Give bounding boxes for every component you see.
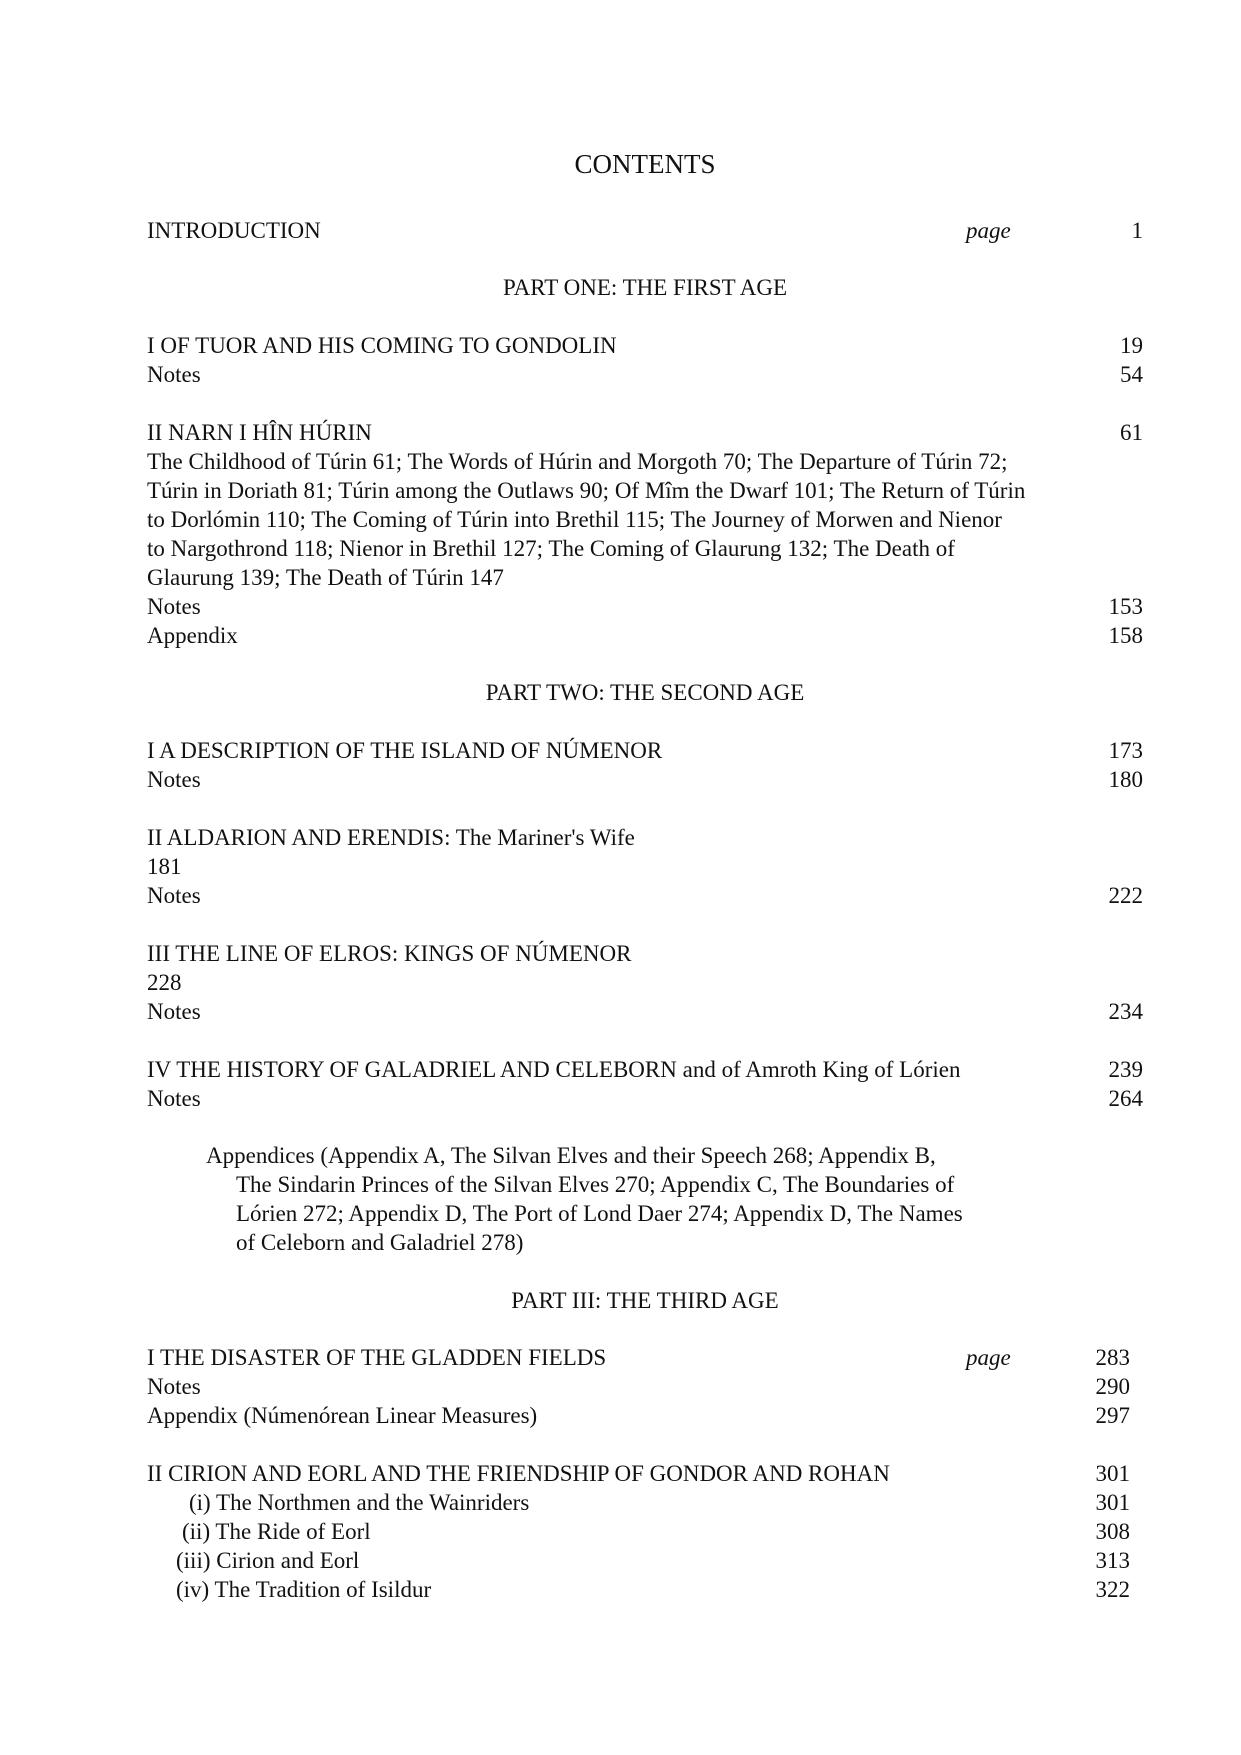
appendices-line: of Celeborn and Galadriel 278) bbox=[236, 1230, 524, 1255]
gladden-entry: I THE DISASTER OF THE GLADDEN FIELDS bbox=[147, 1345, 607, 1370]
aldarion-notes-page: 222 bbox=[1108, 883, 1143, 908]
narn-subsection-line: Túrin in Doriath 81; Túrin among the Outlaws 90; Of Mîm the Dwarf 101; The Return of Túrin bbox=[147, 478, 1026, 503]
cirion-subsection-page: 322 bbox=[1095, 1577, 1130, 1602]
appendices-line: Lórien 272; Appendix D, The Port of Lond Daer 274; Appendix D, The Names bbox=[236, 1201, 963, 1226]
appendices-line: Appendices (Appendix A, The Silvan Elves and their Speech 268; Appendix B, bbox=[206, 1143, 936, 1168]
narn-subsection-line: to Nargothrond 118; Nienor in Brethil 127; The Coming of Glaurung 132; The Death of bbox=[147, 536, 955, 561]
cirion-entry: II CIRION AND EORL AND THE FRIENDSHIP OF GONDOR AND ROHAN bbox=[147, 1461, 890, 1486]
gladden-page: 283 bbox=[1095, 1345, 1130, 1370]
elros-page: 228 bbox=[147, 970, 182, 995]
numenor-notes-page: 180 bbox=[1108, 767, 1143, 792]
numenor-page: 173 bbox=[1108, 738, 1143, 763]
tuor-notes-page: 54 bbox=[1120, 362, 1143, 387]
narn-subsection-line: Glaurung 139; The Death of Túrin 147 bbox=[147, 565, 504, 590]
page-title: CONTENTS bbox=[574, 149, 716, 179]
tuor-page: 19 bbox=[1120, 333, 1143, 358]
narn-appendix-page: 158 bbox=[1108, 623, 1143, 648]
narn-page: 61 bbox=[1120, 420, 1143, 445]
galadriel-notes-page: 264 bbox=[1108, 1086, 1143, 1111]
galadriel-page: 239 bbox=[1108, 1057, 1143, 1082]
elros-notes: Notes bbox=[147, 999, 201, 1024]
introduction-page: 1 bbox=[1131, 218, 1143, 243]
aldarion-page: 181 bbox=[147, 854, 182, 879]
cirion-page: 301 bbox=[1095, 1461, 1130, 1486]
gladden-notes-page: 290 bbox=[1095, 1374, 1130, 1399]
aldarion-entry: II ALDARION AND ERENDIS: The Mariner's Wife bbox=[147, 825, 635, 850]
page-label: page bbox=[966, 218, 1011, 243]
narn-appendix: Appendix bbox=[147, 623, 238, 648]
narn-notes: Notes bbox=[147, 594, 201, 619]
narn-subsection-line: The Childhood of Túrin 61; The Words of Húrin and Morgoth 70; The Departure of Túrin 72; bbox=[147, 449, 1008, 474]
cirion-subsection: (i) The Northmen and the Wainriders bbox=[189, 1490, 530, 1515]
aldarion-notes: Notes bbox=[147, 883, 201, 908]
introduction-entry: INTRODUCTION bbox=[147, 218, 321, 243]
tuor-notes: Notes bbox=[147, 362, 201, 387]
elros-entry: III THE LINE OF ELROS: KINGS OF NÚMENOR bbox=[147, 941, 632, 966]
cirion-subsection-page: 313 bbox=[1095, 1548, 1130, 1573]
numenor-entry: I A DESCRIPTION OF THE ISLAND OF NÚMENOR bbox=[147, 738, 663, 763]
elros-notes-page: 234 bbox=[1108, 999, 1143, 1024]
cirion-subsection: (ii) The Ride of Eorl bbox=[182, 1519, 371, 1544]
narn-subsections bbox=[147, 447, 1107, 592]
part-one-heading: PART ONE: THE FIRST AGE bbox=[502, 275, 788, 300]
narn-entry: II NARN I HÎN HÚRIN bbox=[147, 420, 372, 445]
galadriel-entry: IV THE HISTORY OF GALADRIEL AND CELEBORN and of Amroth King of Lórien bbox=[147, 1057, 961, 1082]
numenor-notes: Notes bbox=[147, 767, 201, 792]
tuor-entry: I OF TUOR AND HIS COMING TO GONDOLIN bbox=[147, 333, 617, 358]
cirion-subsection-page: 308 bbox=[1095, 1519, 1130, 1544]
gladden-appendix-page: 297 bbox=[1095, 1403, 1130, 1428]
galadriel-notes: Notes bbox=[147, 1086, 201, 1111]
part-three-heading: PART III: THE THIRD AGE bbox=[511, 1288, 779, 1313]
cirion-subsection-page: 301 bbox=[1095, 1490, 1130, 1515]
appendices-block bbox=[206, 1141, 1026, 1257]
appendices-line: The Sindarin Princes of the Silvan Elves 270; Appendix C, The Boundaries of bbox=[236, 1172, 955, 1197]
narn-subsection-line: to Dorlómin 110; The Coming of Túrin into Brethil 115; The Journey of Morwen and Nienor bbox=[147, 507, 1002, 532]
cirion-subsection: (iii) Cirion and Eorl bbox=[176, 1548, 360, 1573]
gladden-appendix: Appendix (Númenórean Linear Measures) bbox=[147, 1403, 538, 1428]
cirion-subsection: (iv) The Tradition of Isildur bbox=[176, 1577, 432, 1602]
page-label: page bbox=[966, 1345, 1011, 1370]
narn-notes-page: 153 bbox=[1108, 594, 1143, 619]
part-two-heading: PART TWO: THE SECOND AGE bbox=[485, 680, 805, 705]
gladden-notes: Notes bbox=[147, 1374, 201, 1399]
